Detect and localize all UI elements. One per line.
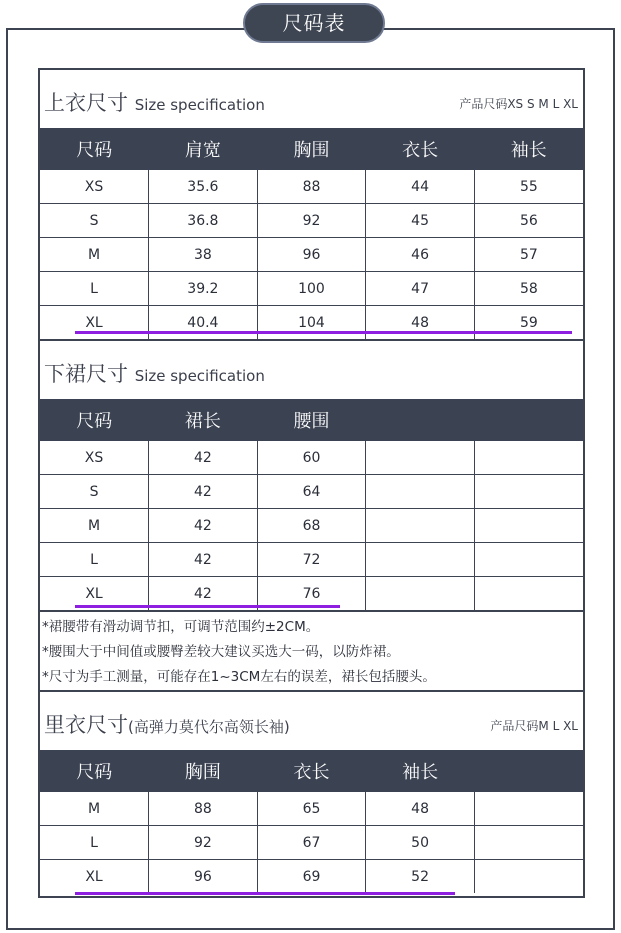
table-cell: 55 [474, 170, 583, 204]
table-cell: 96 [257, 238, 366, 272]
table-cell: S [40, 475, 149, 509]
inner-title-cn: 里衣尺寸 [44, 713, 128, 737]
header-cell: 尺码 [40, 750, 149, 792]
inner-title [44, 709, 290, 739]
table-cell: 42 [149, 441, 258, 475]
table-cell [474, 543, 583, 577]
note-line: *腰围大于中间值或腰臀差较大建议买选大一码，以防炸裙。 [42, 644, 400, 660]
table-cell: 52 [366, 860, 475, 894]
table-cell: 47 [366, 272, 475, 306]
table-cell: 48 [366, 792, 475, 826]
header-cell: 裙长 [149, 399, 258, 441]
inner-title-row [40, 692, 583, 750]
inner-highlight-line [75, 892, 455, 895]
top-highlight-line [75, 331, 572, 334]
table-row [40, 792, 583, 826]
table-row [40, 543, 583, 577]
skirt-title-cn: 下裙尺寸 [44, 362, 128, 386]
table-cell: 40.4 [149, 306, 258, 340]
table-header-row [40, 399, 583, 441]
inner-size-table [40, 750, 583, 893]
table-cell: 39.2 [149, 272, 258, 306]
table-cell: 96 [149, 860, 258, 894]
skirt-highlight-line [75, 605, 340, 608]
table-cell [474, 860, 583, 894]
inner-size-block [38, 692, 585, 898]
size-chart-badge: 尺码表 [243, 3, 385, 43]
table-cell: XL [40, 306, 149, 340]
table-cell: 69 [257, 860, 366, 894]
table-row [40, 860, 583, 894]
table-cell: M [40, 792, 149, 826]
table-cell: XL [40, 860, 149, 894]
table-cell: 38 [149, 238, 258, 272]
table-cell: 65 [257, 792, 366, 826]
table-cell: 104 [257, 306, 366, 340]
table-cell: XS [40, 441, 149, 475]
table-cell: XL [40, 577, 149, 611]
header-cell: 袖长 [366, 750, 475, 792]
table-cell [474, 826, 583, 860]
table-row [40, 475, 583, 509]
skirt-notes [38, 610, 585, 692]
table-cell: 72 [257, 543, 366, 577]
table-cell: M [40, 238, 149, 272]
top-title [44, 87, 265, 117]
table-row [40, 170, 583, 204]
table-cell [474, 475, 583, 509]
table-row [40, 272, 583, 306]
header-cell: 衣长 [257, 750, 366, 792]
header-cell: 肩宽 [149, 128, 258, 170]
skirt-title-row [40, 341, 583, 399]
table-cell: S [40, 204, 149, 238]
table-cell: 64 [257, 475, 366, 509]
skirt-size-block [38, 339, 585, 612]
top-size-block [38, 68, 585, 341]
table-cell: 42 [149, 577, 258, 611]
table-cell: 88 [257, 170, 366, 204]
table-cell [474, 577, 583, 611]
table-cell: XS [40, 170, 149, 204]
table-cell: 68 [257, 509, 366, 543]
inner-size-range: 产品尺码M L XL [490, 719, 578, 733]
table-row [40, 509, 583, 543]
table-cell: L [40, 826, 149, 860]
table-cell [366, 577, 475, 611]
table-cell: 42 [149, 543, 258, 577]
header-cell [474, 750, 583, 792]
table-cell: 92 [149, 826, 258, 860]
table-cell: 76 [257, 577, 366, 611]
table-cell: 35.6 [149, 170, 258, 204]
table-cell: M [40, 509, 149, 543]
table-cell: 42 [149, 509, 258, 543]
table-cell: L [40, 272, 149, 306]
table-row [40, 238, 583, 272]
table-cell: 45 [366, 204, 475, 238]
table-cell: 58 [474, 272, 583, 306]
skirt-title [44, 358, 265, 388]
top-size-range: 产品尺码XS S M L XL [459, 97, 578, 111]
table-cell [474, 441, 583, 475]
header-cell: 尺码 [40, 399, 149, 441]
top-title-en: Size specification [134, 96, 265, 114]
table-cell [366, 441, 475, 475]
table-cell: 100 [257, 272, 366, 306]
header-cell: 胸围 [149, 750, 258, 792]
header-cell: 腰围 [257, 399, 366, 441]
table-cell: 67 [257, 826, 366, 860]
note-line: *尺寸为手工测量，可能存在1~3CM左右的误差，裙长包括腰头。 [42, 669, 436, 685]
table-cell: 60 [257, 441, 366, 475]
table-cell [366, 475, 475, 509]
table-cell [474, 792, 583, 826]
skirt-title-en: Size specification [134, 367, 265, 385]
table-cell: 59 [520, 314, 538, 331]
header-cell: 袖长 [474, 128, 583, 170]
table-cell: 42 [149, 475, 258, 509]
table-cell: 57 [474, 238, 583, 272]
note-line: *裙腰带有滑动调节扣，可调节范围约±2CM。 [42, 619, 320, 635]
table-header-row [40, 128, 583, 170]
header-cell [366, 399, 475, 441]
table-header-row [40, 750, 583, 792]
table-cell: 44 [366, 170, 475, 204]
table-cell [366, 543, 475, 577]
table-cell: 48 [366, 306, 475, 340]
table-cell [366, 509, 475, 543]
table-row [40, 204, 583, 238]
inner-title-sub: (高弹力莫代尔高领长袖) [128, 718, 290, 736]
table-cell: 88 [149, 792, 258, 826]
table-row [40, 826, 583, 860]
header-cell: 尺码 [40, 128, 149, 170]
table-row [40, 441, 583, 475]
top-size-table [40, 128, 583, 339]
header-cell [474, 399, 583, 441]
table-cell: 50 [366, 826, 475, 860]
top-title-cn: 上衣尺寸 [44, 91, 128, 115]
table-cell: 46 [366, 238, 475, 272]
table-cell: 36.8 [149, 204, 258, 238]
header-cell: 衣长 [366, 128, 475, 170]
table-cell: L [40, 543, 149, 577]
table-cell: 92 [257, 204, 366, 238]
top-title-row [40, 70, 583, 128]
skirt-size-table [40, 399, 583, 610]
header-cell: 胸围 [257, 128, 366, 170]
table-cell [474, 509, 583, 543]
table-cell: 56 [474, 204, 583, 238]
